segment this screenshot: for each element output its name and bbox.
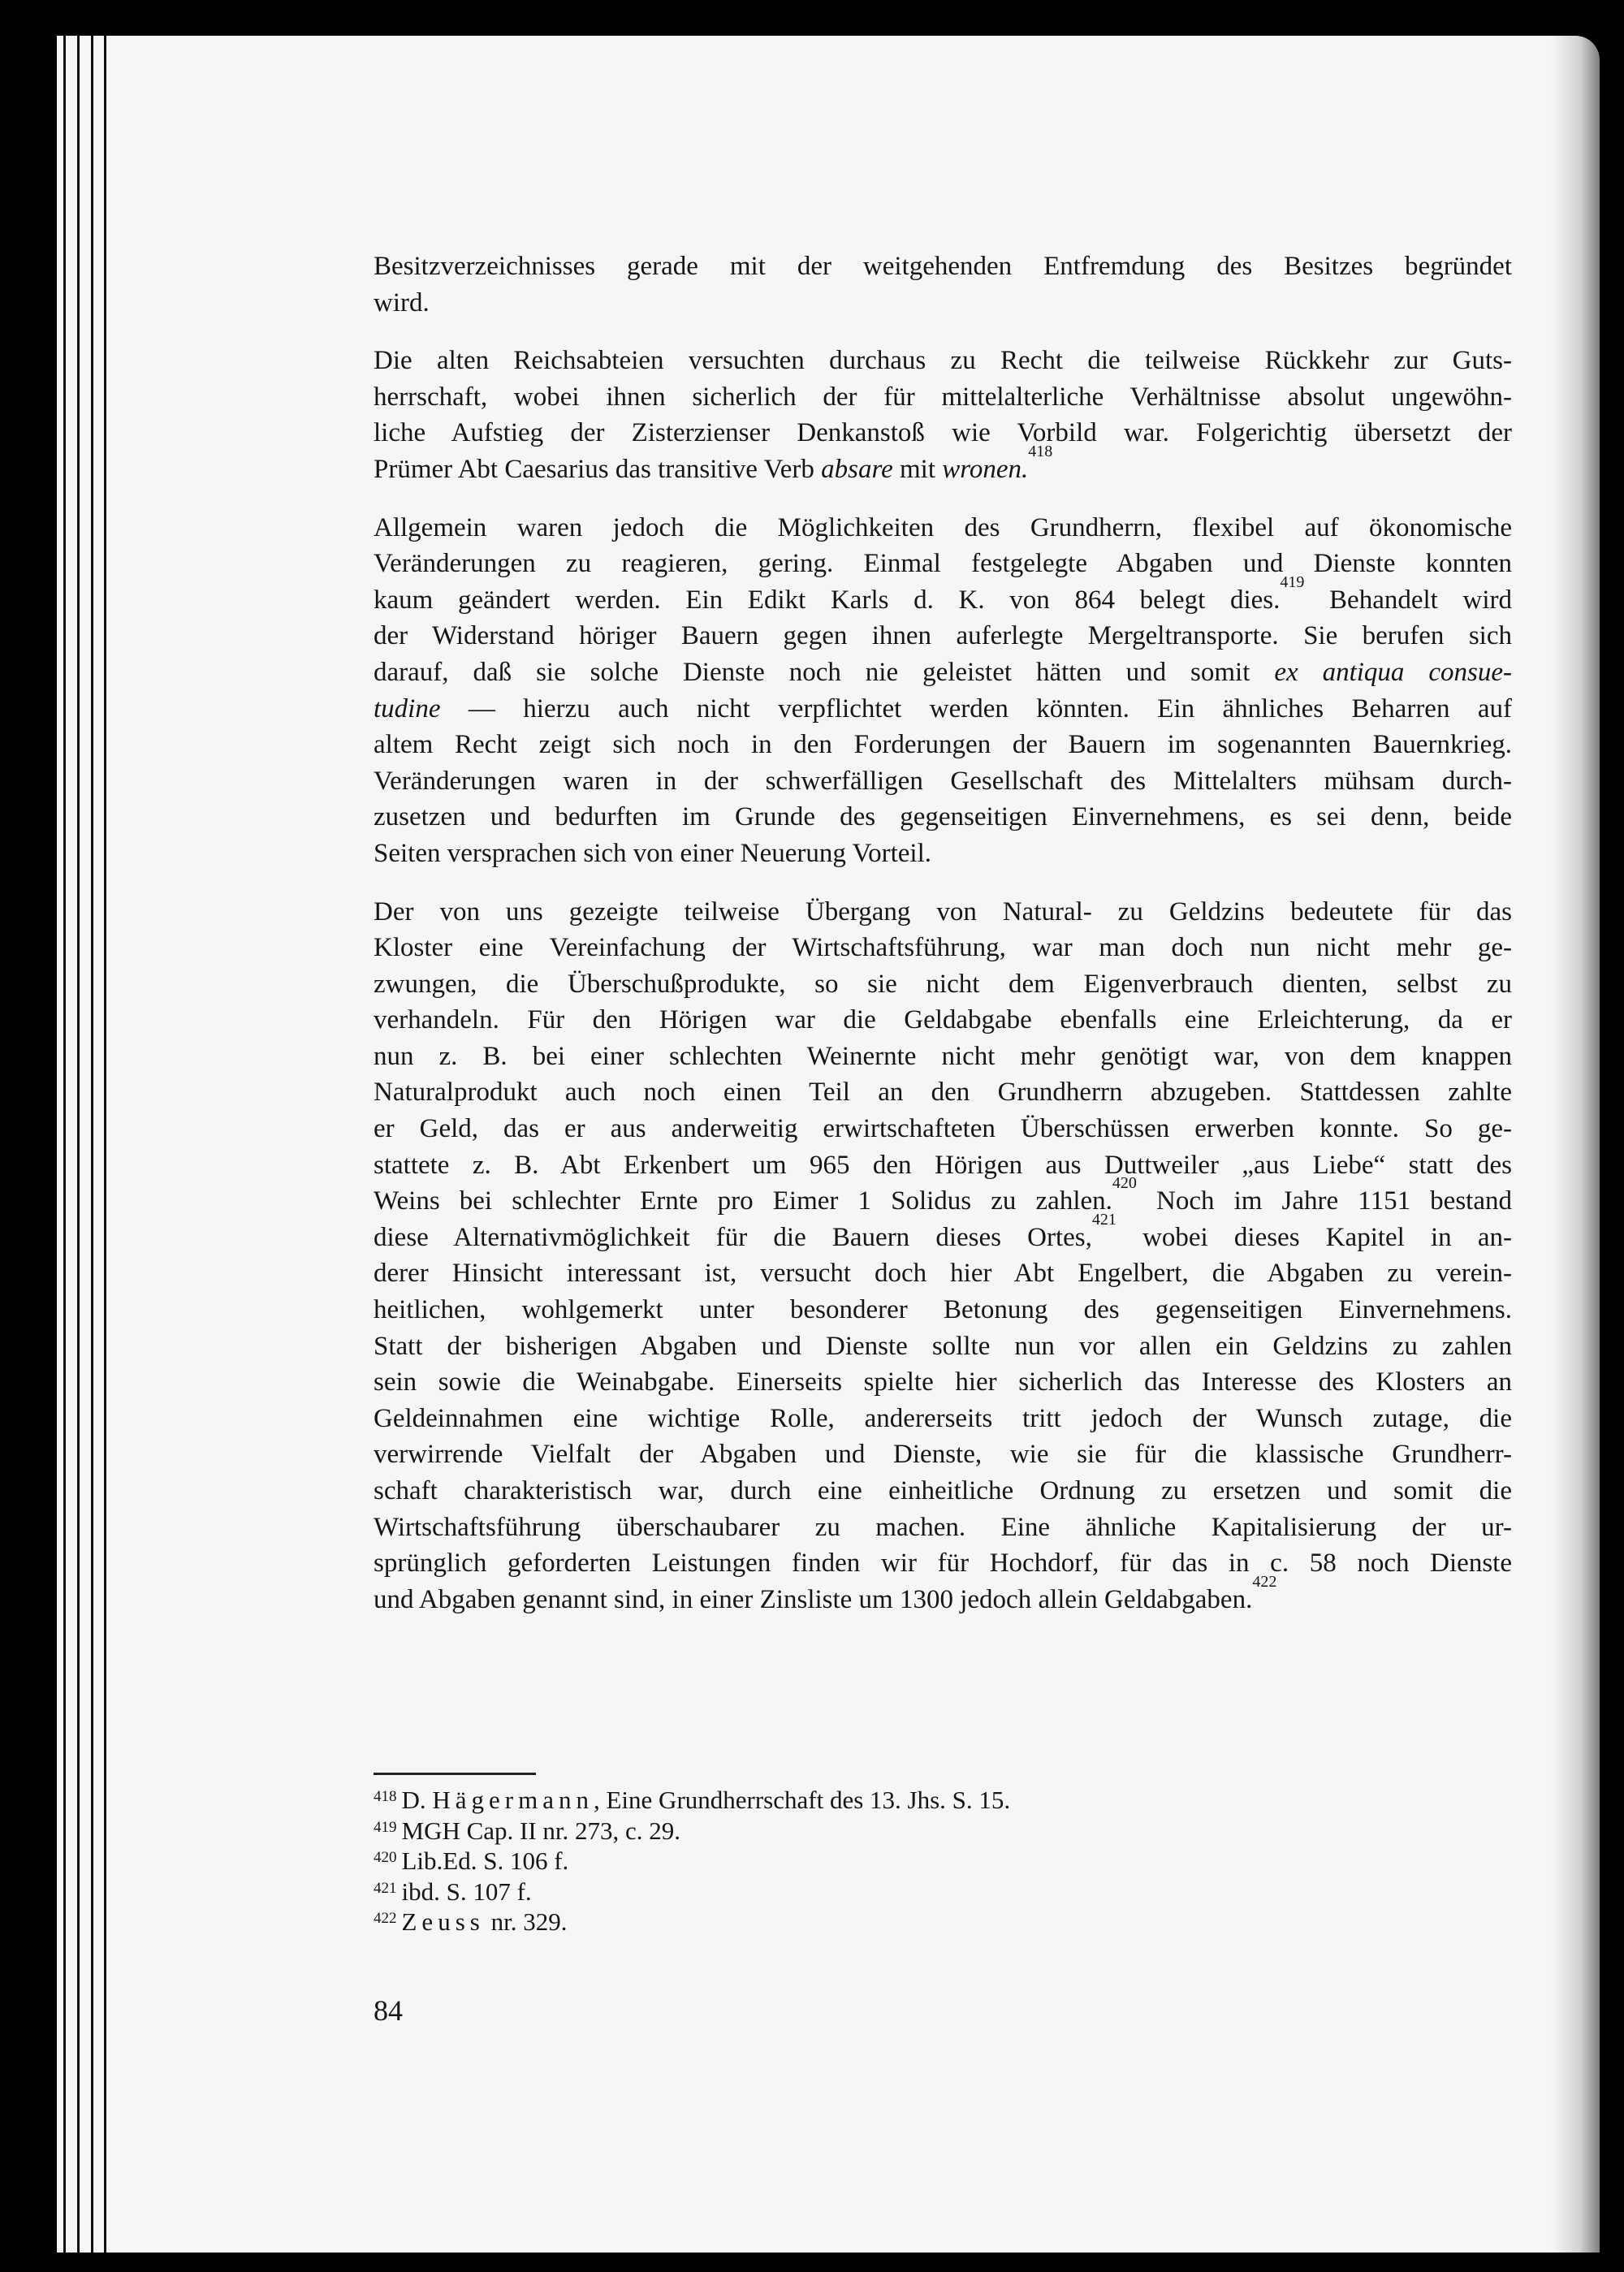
- text-line: [374, 285, 1512, 322]
- footnote-number: 419: [374, 1818, 397, 1836]
- text-line: [374, 799, 1512, 836]
- text-segment: nun z. B. bei einer schlechten Weinernte nicht mehr genötigt war, von dem knappen: [374, 1041, 1512, 1071]
- text-segment: der Widerstand höriger Bauern gegen ihnen auferlegte Mergeltransporte. Sie berufen sich: [374, 621, 1512, 651]
- text-line: [374, 572, 1513, 619]
- footnote-text: MGH Cap. II nr. 273, c. 29.: [401, 1816, 681, 1845]
- footnote: [374, 1785, 1010, 1816]
- text-line: [374, 930, 1512, 966]
- text-line: [374, 248, 1512, 285]
- footnote-text: ibd. S. 107 f.: [401, 1877, 532, 1906]
- text-line: [374, 727, 1512, 763]
- text-segment: verhandeln. Für den Hörigen war die Geldabgabe ebenfalls eine Erleichterung, da er: [374, 1005, 1512, 1035]
- paragraph: [374, 894, 1512, 1618]
- italic-text: absare: [821, 454, 893, 484]
- text-segment: Naturalprodukt auch noch einen Teil an den Grundherrn abzugeben. Stattdessen zahlte: [374, 1078, 1512, 1108]
- text-line: [374, 894, 1512, 931]
- text-segment: Kloster eine Vereinfachung der Wirtschaftsführung, war man doch nun nicht mehr ge-: [374, 933, 1512, 963]
- text-segment: derer Hinsicht interessant ist, versucht doch hier Abt Engelbert, die Abgaben zu verein-: [374, 1259, 1512, 1289]
- page-number: 84: [374, 1994, 403, 2027]
- text-line: [374, 966, 1512, 1003]
- text-segment: Geldeinnahmen eine wichtige Rolle, andererseits tritt jedoch der Wunsch zutage, die: [374, 1403, 1512, 1433]
- text-segment: Veränderungen zu reagieren, gering. Einmal festgelegte Abgaben und Dienste konnten: [374, 549, 1512, 579]
- text-segment: mit: [892, 454, 943, 484]
- text-segment: Weins bei schlechter Ernte pro Eimer 1 Solidus zu zahlen.: [374, 1186, 1112, 1216]
- text-segment: verwirrende Vielfalt der Abgaben und Dienste, wie sie für die klassische Grundherr-: [374, 1440, 1512, 1470]
- footnote-marker: 419: [1280, 572, 1305, 591]
- text-line: [374, 1545, 1512, 1582]
- text-segment: heitlichen, wohlgemerkt unter besonderer Betonung des gegenseitigen Einvernehmens.: [374, 1295, 1512, 1325]
- text-segment: — hierzu auch nicht verpflichtet werden könnten. Ein ähnliches Beharren auf: [440, 693, 1512, 723]
- text-segment: schaft charakteristisch war, durch eine einheitliche Ordnung zu ersetzen und somit die: [374, 1476, 1512, 1505]
- footnote-marker: 422: [1252, 1572, 1277, 1591]
- text-segment: Statt der bisherigen Abgaben und Dienste sollte nun vor allen ein Geldzins zu zahlen: [374, 1331, 1512, 1361]
- text-line: [374, 836, 1512, 872]
- footnote: [374, 1846, 1010, 1877]
- text-segment: Prümer Abt Caesarius das transitive Verb: [374, 454, 822, 484]
- author-name: Hägermann: [432, 1786, 594, 1814]
- text-line: [374, 654, 1512, 691]
- paragraph: [374, 248, 1512, 321]
- page-edge-line: [91, 36, 93, 2253]
- footnote-number: 421: [374, 1879, 397, 1897]
- text-segment: zusetzen und bedurften im Grunde des gegenseitigen Einvernehmens, es sei denn, beide: [374, 802, 1512, 832]
- text-line: [374, 1174, 1512, 1220]
- text-line: [374, 1401, 1512, 1437]
- footnote-number: 420: [374, 1849, 397, 1866]
- text-segment: Seiten versprachen sich von einer Neuerung Vorteil.: [374, 838, 931, 868]
- footnote-marker: 421: [1091, 1210, 1116, 1229]
- text-segment: sprünglich geforderten Leistungen finden wir für Hochdorf, für das in c. 58 noch Dienste: [374, 1549, 1512, 1579]
- text-line: [374, 618, 1512, 654]
- text-segment: Besitzverzeichnisses gerade mit der weitgehenden Entfremdung des Besitzes begründet: [374, 252, 1512, 281]
- footnote: [374, 1877, 1010, 1907]
- text-segment: und Abgaben genannt sind, in einer Zinsliste um 1300 jedoch allein Geldabgaben.: [374, 1584, 1253, 1614]
- text-segment: Noch im Jahre 1151 bestand: [1136, 1186, 1512, 1216]
- text-segment: Der von uns gezeigte teilweise Übergang von Natural- zu Geldzins bedeutete für das: [374, 896, 1512, 927]
- text-segment: Wirtschaftsführung überschaubarer zu machen. Eine ähnliche Kapitalisierung der ur-: [374, 1512, 1512, 1542]
- text-line: [374, 1074, 1512, 1111]
- text-line: [374, 1572, 1512, 1618]
- text-line: [374, 1210, 1512, 1256]
- page-edge-line: [77, 36, 80, 2253]
- text-line: [374, 1002, 1512, 1039]
- body-text: [374, 248, 1512, 1639]
- italic-text: wronen.: [942, 454, 1029, 484]
- text-line: [374, 442, 1512, 488]
- text-segment: herrschaft, wobei ihnen sicherlich der für mittelalterliche Verhältnisse absolut ungewöhn-: [374, 382, 1512, 412]
- text-line: [374, 763, 1512, 800]
- italic-text: tudine: [374, 693, 441, 723]
- text-line: [374, 1436, 1512, 1473]
- text-line: [374, 1039, 1512, 1075]
- text-segment: liche Aufstieg der Zisterzienser Denkanstoß wie Vorbild war. Folgerichtig übersetzt der: [374, 418, 1512, 448]
- paragraph: [374, 343, 1512, 487]
- text-line: [374, 1364, 1512, 1401]
- text-line: [374, 415, 1512, 451]
- text-line: [374, 510, 1512, 546]
- footnote-marker: 418: [1028, 442, 1053, 460]
- text-segment: altem Recht zeigt sich noch in den Forderungen der Bauern im sogenannten Bauernkrieg.: [374, 730, 1512, 760]
- text-segment: Die alten Reichsabteien versuchten durchaus zu Recht die teilweise Rückkehr zur Guts-: [374, 346, 1512, 376]
- text-segment: wird.: [374, 287, 430, 317]
- footnote-marker: 420: [1112, 1174, 1137, 1193]
- text-segment: kaum geändert werden. Ein Edikt Karls d. K. von 864 belegt dies.: [374, 585, 1281, 615]
- page-edge-line: [104, 36, 106, 2253]
- footnote-number: 418: [374, 1788, 397, 1805]
- footnote-number: 422: [374, 1910, 397, 1927]
- footnote: [374, 1816, 1010, 1847]
- text-segment: sein sowie die Weinabgabe. Einerseits spielte hier sicherlich das Interesse des Klosters an: [374, 1367, 1512, 1397]
- text-line: [374, 343, 1512, 379]
- author-name: Zeuss: [401, 1907, 485, 1936]
- text-line: [374, 379, 1512, 416]
- text-line: [374, 1510, 1512, 1546]
- footnote-text: , Eine Grundherrschaft des 13. Jhs. S. 15.: [594, 1786, 1011, 1814]
- text-segment: diese Alternativmöglichkeit für die Bauern dieses Ortes,: [374, 1222, 1092, 1252]
- footnote-text: D.: [401, 1786, 433, 1814]
- footnote: [374, 1907, 1010, 1937]
- text-line: [374, 1255, 1512, 1292]
- text-line: [374, 1292, 1512, 1328]
- footnote-text: Lib.Ed. S. 106 f.: [401, 1847, 569, 1875]
- paragraph: [374, 510, 1512, 872]
- text-segment: zwungen, die Überschußprodukte, so sie nicht dem Eigenverbrauch dienten, selbst zu: [374, 969, 1512, 999]
- text-line: [374, 1328, 1512, 1365]
- italic-text: ex antiqua consue-: [1274, 657, 1512, 687]
- text-line: [374, 546, 1512, 582]
- text-line: [374, 1147, 1512, 1184]
- footnote-rule: [374, 1773, 536, 1775]
- footnote-text: nr. 329.: [484, 1907, 568, 1936]
- text-line: [374, 1473, 1512, 1510]
- text-segment: Behandelt wird: [1304, 585, 1513, 615]
- text-segment: er Geld, das er aus anderweitig erwirtschafteten Überschüssen erwerben konnte. So ge-: [374, 1114, 1512, 1144]
- text-line: [374, 1111, 1512, 1147]
- binding-shadow: [1551, 0, 1624, 2272]
- text-segment: wobei dieses Kapitel in an-: [1116, 1222, 1512, 1252]
- text-line: [374, 691, 1512, 728]
- footnotes: [374, 1785, 1010, 1937]
- text-segment: Veränderungen waren in der schwerfälligen Gesellschaft des Mittelalters mühsam durch-: [374, 766, 1512, 796]
- text-segment: darauf, daß sie solche Dienste noch nie geleistet hätten und somit: [374, 657, 1275, 687]
- page-edge-line: [63, 36, 66, 2253]
- text-segment: Allgemein waren jedoch die Möglichkeiten des Grundherrn, flexibel auf ökonomische: [374, 512, 1512, 542]
- text-segment: stattete z. B. Abt Erkenbert um 965 den Hörigen aus Duttweiler „aus Liebe“ statt des: [374, 1150, 1512, 1180]
